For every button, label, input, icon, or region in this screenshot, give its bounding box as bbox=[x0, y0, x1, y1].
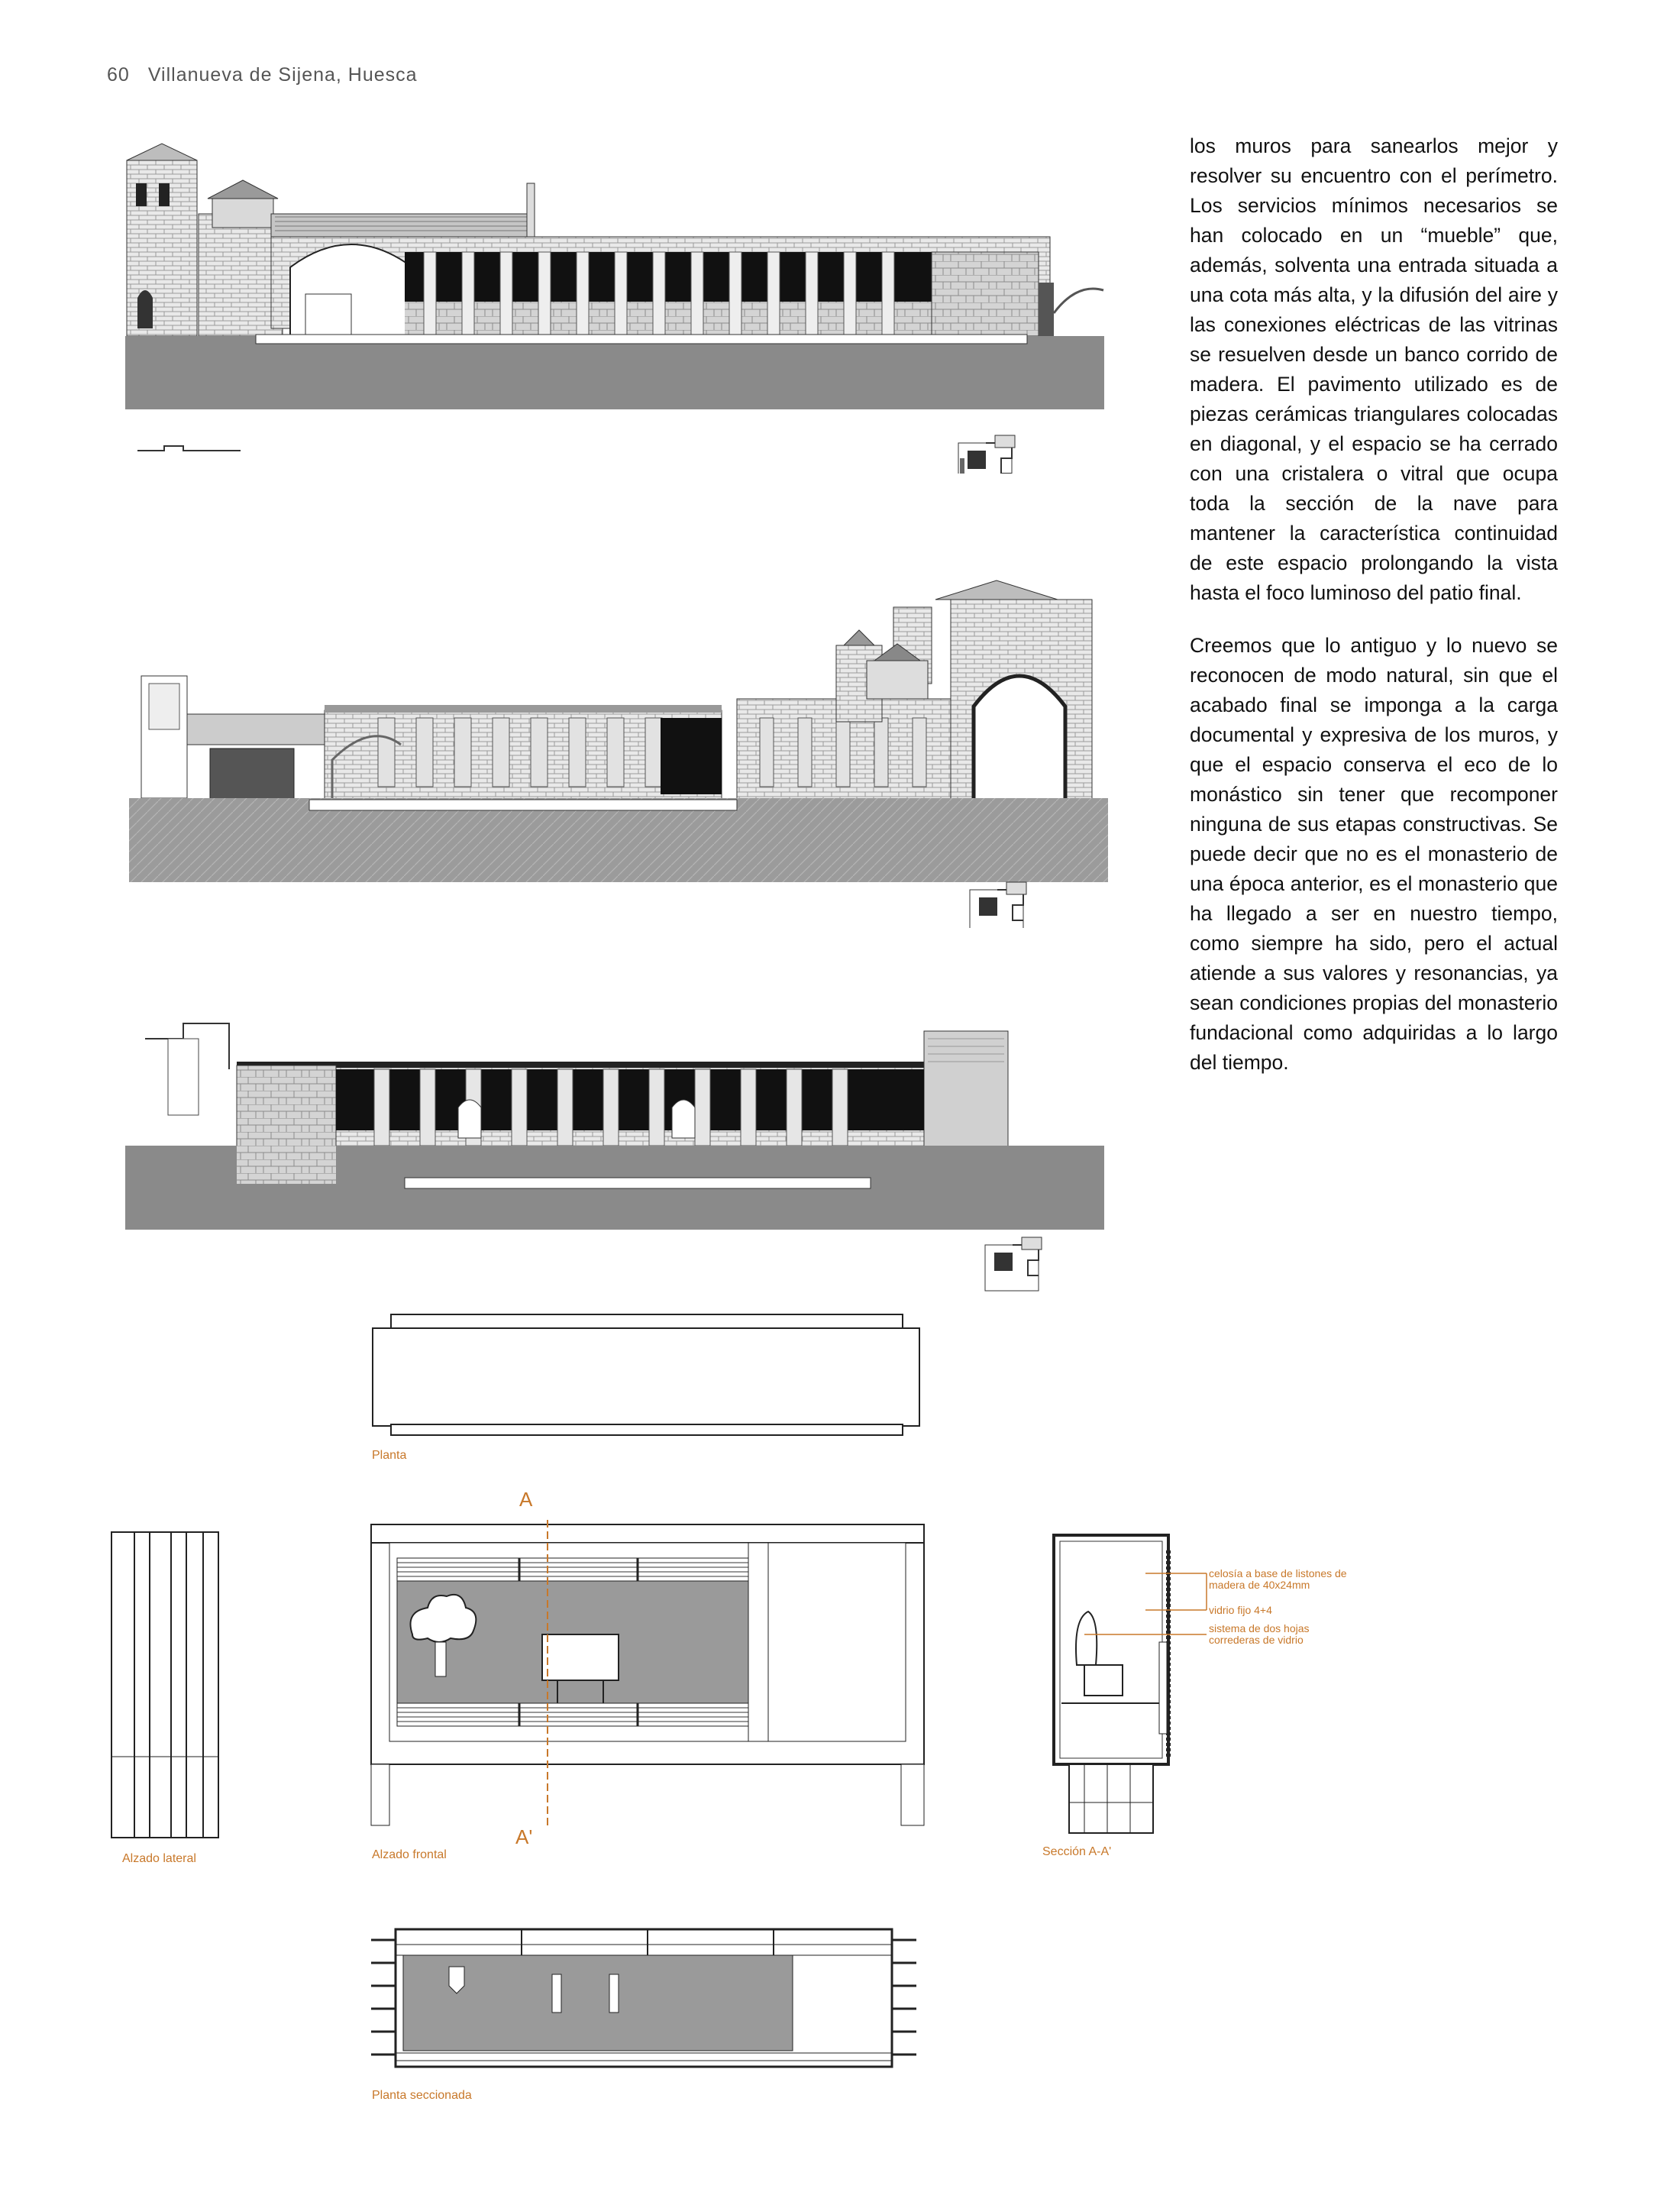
annotation-sistema-line-1: sistema de dos hojas bbox=[1209, 1622, 1310, 1634]
annotation-celosia bbox=[1209, 1568, 1347, 1591]
caption-planta: Planta bbox=[372, 1449, 407, 1462]
body-paragraph-1: los muros para sanearlos mejor y resolver su encuentro con el perímetro. Los servicios mínimos necesarios se han colocado en un “mueble” que, además, solventa una entrada situada a una cota más alta, y la difusión del aire y las conexiones eléctricas de las vitrinas se resuelven desde un banco corrido de madera. El pavimento utilizado es de piezas cerámicas triangulares colocadas en diagonal, y el espacio se ha cerrado con una cristalera o vitral que ocupa toda la sección de la nave para mantener la característica continuidad de este espacio prolongando la vista hasta el foco luminoso del patio final. bbox=[1190, 134, 1558, 604]
caption-alzado-lateral: Alzado lateral bbox=[122, 1852, 196, 1865]
side-elevation-drawing bbox=[107, 1528, 229, 1848]
section-drawing-2 bbox=[126, 577, 1111, 928]
annotation-vidrio: vidrio fijo 4+4 bbox=[1209, 1604, 1272, 1616]
section-mark-a-prime: A' bbox=[515, 1825, 533, 1848]
page-number: 60 bbox=[107, 64, 130, 86]
body-paragraph-2: Creemos que lo antiguo y lo nuevo se reconocen de modo natural, sin que el acabado final se imponga a la carga documental y expresiva de los muros, y que el espacio conserva el eco de lo monástico sin tener que recomponer ninguna de sus etapas constructivas. Se puede decir que no es el monasterio de una época anterior, es el monasterio que ha llegado a ser en nuestro tiempo, como siempre ha sido, pero el actual atiende a sus valores y resonancias, ya sean condiciones propias del monasterio fundacional como adquiridas a lo largo del tiempo. bbox=[1190, 634, 1558, 1074]
section-mark-a: A bbox=[519, 1488, 533, 1511]
header-location: Villanueva de Sijena, Huesca bbox=[147, 64, 418, 86]
front-elevation-drawing bbox=[367, 1520, 932, 1841]
annotation-celosia-line-2: madera de 40x24mm bbox=[1209, 1579, 1310, 1591]
caption-seccion: Sección A-A' bbox=[1042, 1845, 1112, 1858]
section-drawing-3 bbox=[122, 1008, 1107, 1306]
section-drawing-1 bbox=[122, 137, 1107, 474]
caption-alzado-frontal: Alzado frontal bbox=[372, 1848, 447, 1861]
annotation-sistema-line-2: correderas de vidrio bbox=[1209, 1634, 1304, 1646]
caption-planta-seccionada: Planta seccionada bbox=[372, 2089, 472, 2102]
annotation-leaders bbox=[1069, 1558, 1222, 1711]
sectioned-plan-drawing bbox=[365, 1925, 945, 2077]
annotation-sistema bbox=[1209, 1623, 1310, 1646]
running-header bbox=[107, 64, 418, 86]
plan-drawing bbox=[359, 1310, 939, 1447]
annotation-celosia-line-1: celosía a base de listones de bbox=[1209, 1567, 1347, 1579]
